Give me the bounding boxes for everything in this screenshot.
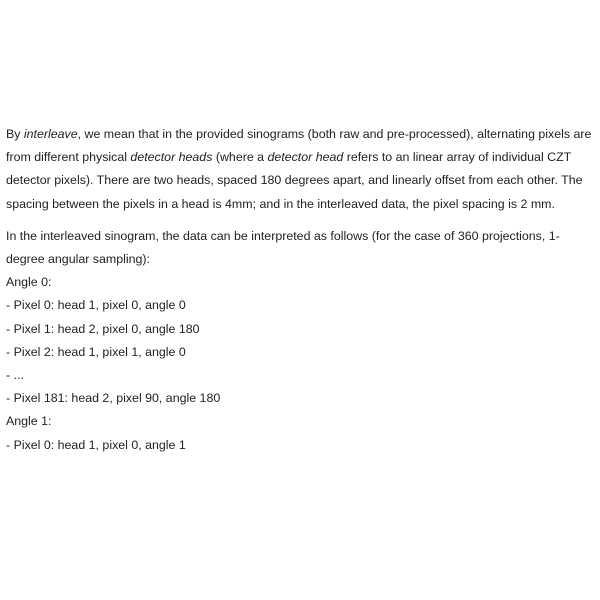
text-run: , we mean that in the provided sinograms (both raw and pre-processed), alternating pixels are from different physical (6, 127, 592, 165)
list-item: - Pixel 0: head 1, pixel 0, angle 1 (6, 437, 186, 452)
angle-heading: Angle 0: (6, 275, 52, 290)
text-run: (where a (212, 150, 268, 165)
document-body (6, 123, 596, 457)
paragraph-interpretation (6, 225, 596, 457)
angle-heading: Angle 1: (6, 414, 52, 429)
italic-term-detector-head: detector head (267, 150, 344, 165)
italic-term-interleave: interleave (23, 127, 78, 141)
list-item: - Pixel 181: head 2, pixel 90, angle 180 (6, 391, 221, 406)
text-run: By (6, 127, 24, 141)
list-item: - Pixel 2: head 1, pixel 1, angle 0 (6, 344, 186, 359)
list-item: - Pixel 1: head 2, pixel 0, angle 180 (6, 321, 200, 336)
italic-term-detector-heads: detector heads (130, 150, 213, 165)
list-item-ellipsis: - ... (6, 368, 24, 383)
interpretation-intro: In the interleaved sinogram, the data can be interpreted as follows (for the case of 360 projections, 1-degree angular sampling): (6, 228, 560, 267)
text-run: refers to an linear array of individual CZT detector pixels). There are two heads, spaced 180 degrees apart, and linearly offset from each other. The spacing between the pixels in a head is 4mm; and in the interleaved data, the pixel spacing is 2 mm. (6, 150, 583, 211)
list-item: - Pixel 0: head 1, pixel 0, angle 0 (6, 298, 186, 313)
paragraph-interleave-definition (6, 123, 596, 216)
